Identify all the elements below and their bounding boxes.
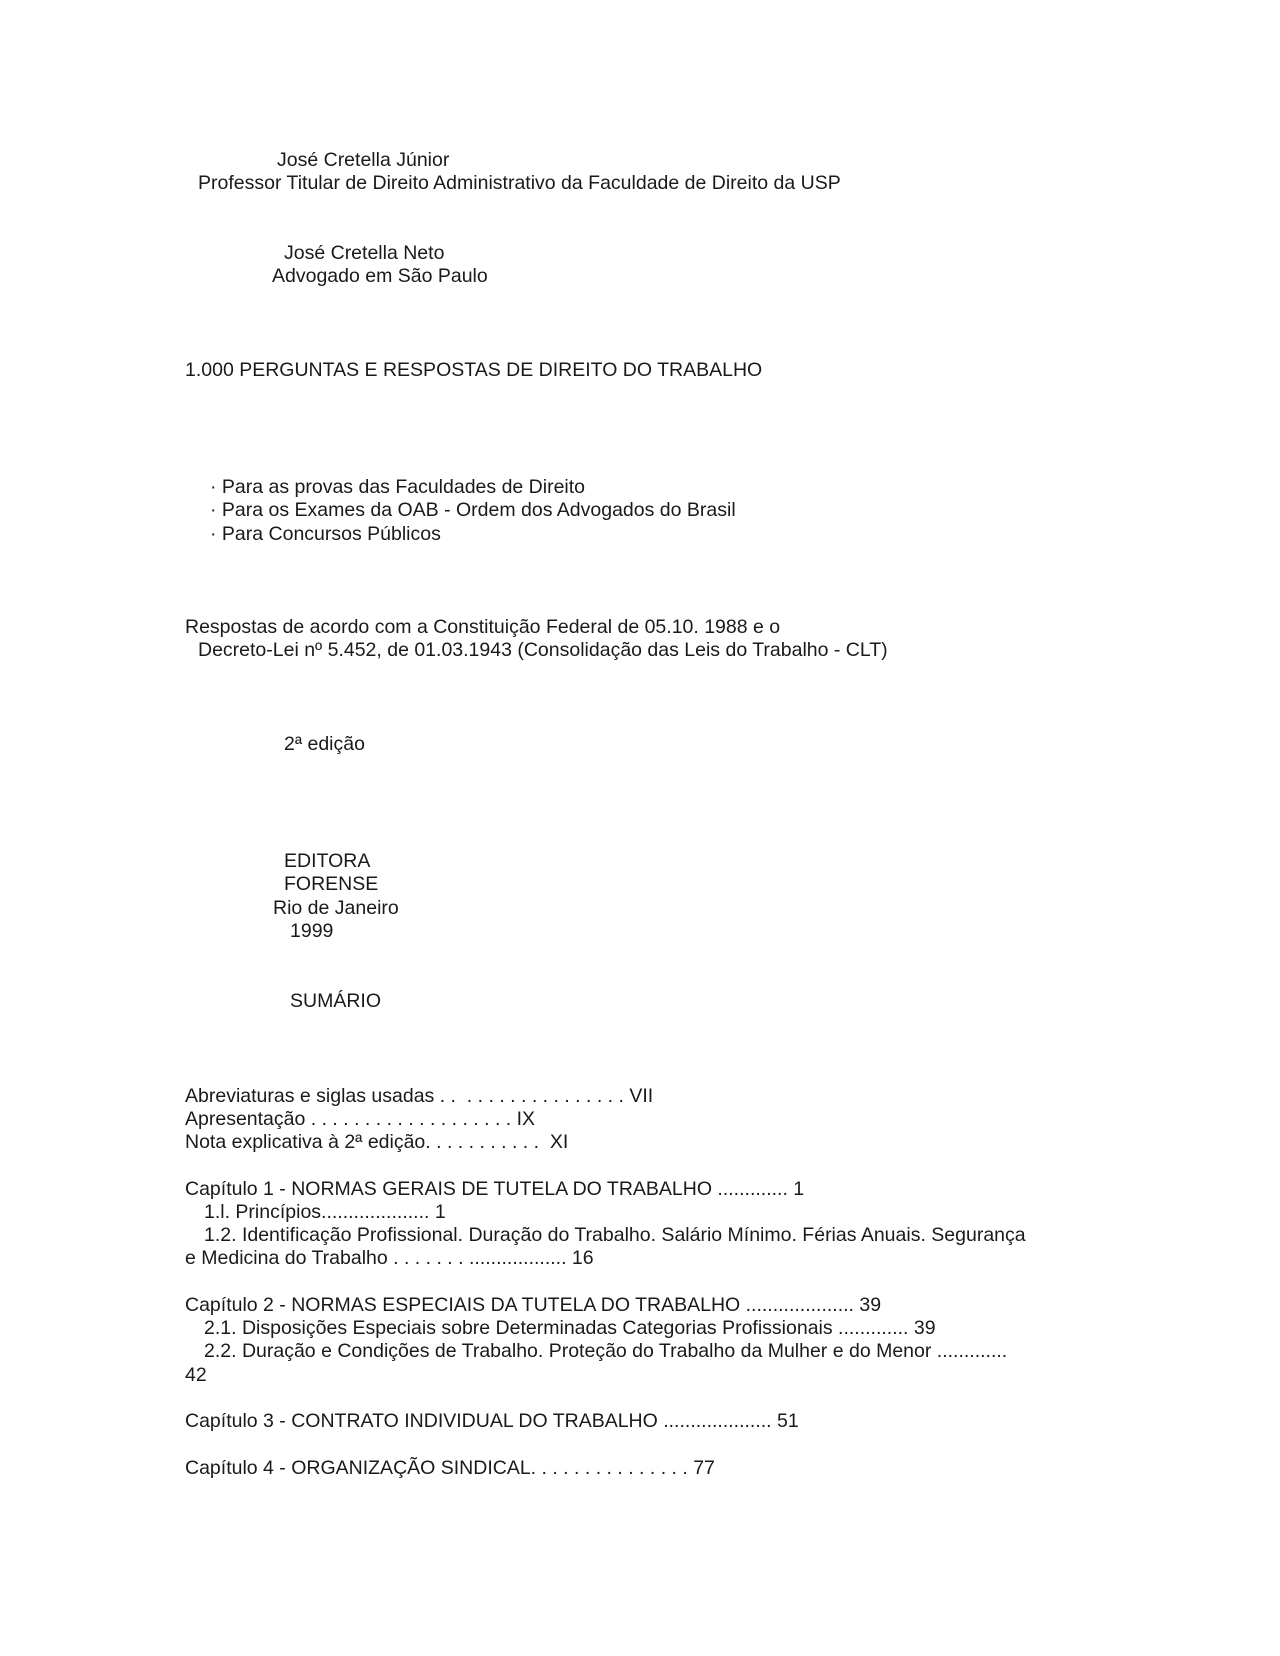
- toc-section: 2.1. Disposições Especiais sobre Determinadas Categorias Profissionais ............. 39: [204, 1317, 936, 1339]
- toc-chapter: Capítulo 1 - NORMAS GERAIS DE TUTELA DO TRABALHO ............. 1: [185, 1178, 805, 1200]
- toc-entry: Nota explicativa à 2ª edição. . . . . . . . . . . XI: [185, 1131, 569, 1153]
- toc-section: 2.2. Duração e Condições de Trabalho. Proteção do Trabalho da Mulher e do Menor .............: [204, 1340, 1008, 1362]
- author1-title: Professor Titular de Direito Administrativo da Faculdade de Direito da USP: [198, 172, 841, 194]
- author1-name: José Cretella Júnior: [277, 149, 450, 171]
- audience-item: · Para as provas das Faculdades de Direito: [210, 476, 586, 498]
- publisher-line1: EDITORA: [284, 850, 371, 872]
- toc-section: 1.2. Identificação Profissional. Duração do Trabalho. Salário Mínimo. Férias Anuais. Segurança: [204, 1224, 1026, 1246]
- toc-chapter: Capítulo 2 - NORMAS ESPECIAIS DA TUTELA DO TRABALHO .................... 39: [185, 1294, 882, 1316]
- publisher-city: Rio de Janeiro: [273, 897, 399, 919]
- toc-chapter: Capítulo 4 - ORGANIZAÇÃO SINDICAL. . . . . . . . . . . . . . . 77: [185, 1457, 715, 1479]
- toc-section: 1.l. Princípios.................... 1: [204, 1201, 446, 1223]
- audience-item: · Para os Exames da OAB - Ordem dos Advogados do Brasil: [210, 499, 736, 521]
- toc-entry: Apresentação . . . . . . . . . . . . . . . . . . . IX: [185, 1108, 536, 1130]
- author2-name: José Cretella Neto: [284, 242, 445, 264]
- toc-section-continued: e Medicina do Trabalho . . . . . . . .................. 16: [185, 1247, 594, 1269]
- legal-basis-line1: Respostas de acordo com a Constituição Federal de 05.10. 1988 e o: [185, 616, 781, 638]
- legal-basis-line2: Decreto-Lei nº 5.452, de 01.03.1943 (Consolidação das Leis do Trabalho - CLT): [198, 639, 888, 661]
- audience-item: · Para Concursos Públicos: [210, 523, 441, 545]
- toc-section-continued: 42: [185, 1364, 207, 1386]
- publisher-line2: FORENSE: [284, 873, 379, 895]
- author2-title: Advogado em São Paulo: [272, 265, 488, 287]
- toc-entry: Abreviaturas e siglas usadas . . . . . . . . . . . . . . . . . VII: [185, 1085, 654, 1107]
- edition: 2ª edição: [284, 733, 365, 755]
- book-title: 1.000 PERGUNTAS E RESPOSTAS DE DIREITO DO TRABALHO: [185, 359, 763, 381]
- toc-chapter: Capítulo 3 - CONTRATO INDIVIDUAL DO TRABALHO .................... 51: [185, 1410, 799, 1432]
- publisher-year: 1999: [290, 920, 334, 942]
- summary-heading: SUMÁRIO: [290, 990, 382, 1012]
